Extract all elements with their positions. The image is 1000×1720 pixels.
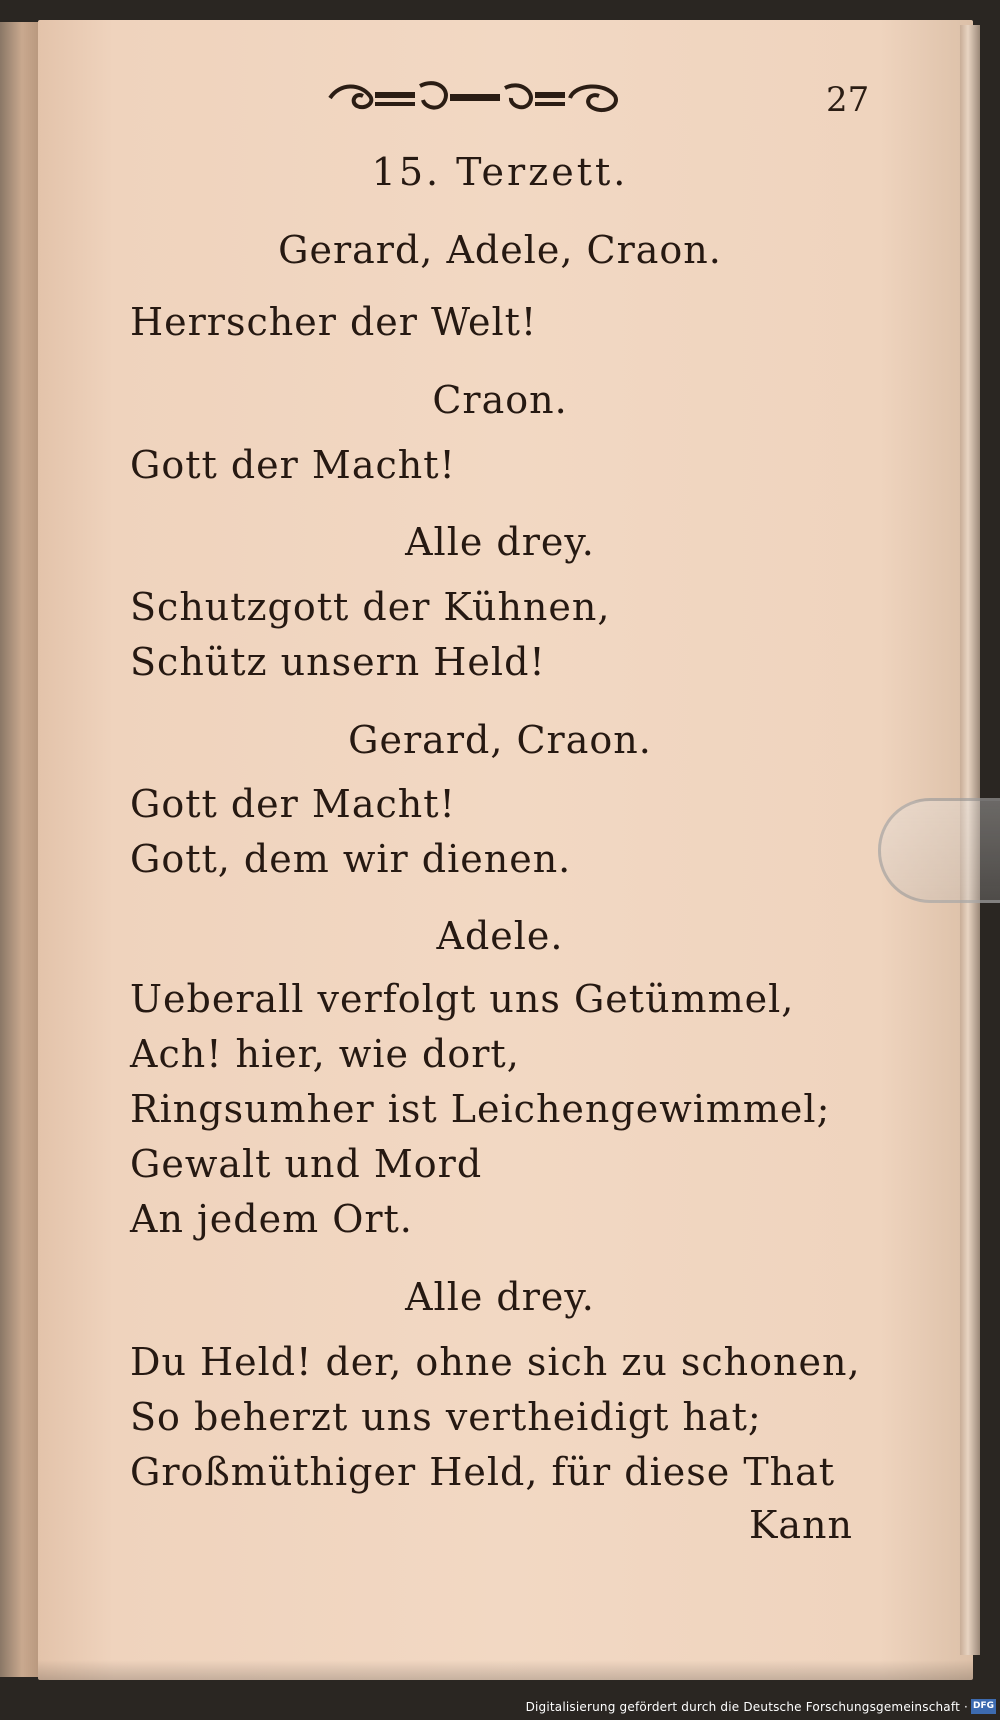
speaker-label: Alle drey. bbox=[405, 1275, 595, 1319]
verse-line: Du Held! der, ohne sich zu schonen, bbox=[130, 1340, 861, 1384]
page-shadow bbox=[38, 1660, 973, 1680]
page-clip-icon bbox=[878, 798, 1000, 903]
decorative-headpiece-icon bbox=[325, 78, 625, 118]
verse-line: Schütz unsern Held! bbox=[130, 640, 546, 684]
verse-line: Gewalt und Mord bbox=[130, 1142, 483, 1186]
verse-line: An jedem Ort. bbox=[130, 1197, 413, 1241]
dfg-logo-icon: DFG bbox=[971, 1699, 996, 1714]
verse-line: Gott der Macht! bbox=[130, 443, 456, 487]
verse-line: Ringsumher ist Leichengewimmel; bbox=[130, 1087, 831, 1131]
speaker-label: Craon. bbox=[432, 378, 568, 422]
catchword: Kann bbox=[749, 1503, 853, 1547]
verse-line: Herrscher der Welt! bbox=[130, 300, 538, 344]
verse-line: Gott, dem wir dienen. bbox=[130, 837, 572, 881]
speaker-label: Gerard, Craon. bbox=[348, 718, 652, 762]
speaker-label: Alle drey. bbox=[405, 520, 595, 564]
funding-credit: Digitalisierung gefördert durch die Deutsche Forschungsgemeinschaft · bbox=[525, 1700, 968, 1714]
speaker-label: Gerard, Adele, Craon. bbox=[278, 228, 722, 272]
section-heading: 15. Terzett. bbox=[371, 150, 629, 194]
speaker-label: Adele. bbox=[436, 914, 564, 958]
verse-line: Schutzgott der Kühnen, bbox=[130, 585, 611, 629]
verse-line: Gott der Macht! bbox=[130, 782, 456, 826]
page-number: 27 bbox=[826, 80, 870, 120]
verse-line: So beherzt uns vertheidigt hat; bbox=[130, 1395, 762, 1439]
verse-line: Großmüthiger Held, für diese That bbox=[130, 1450, 836, 1494]
verse-line: Ueberall verfolgt uns Getümmel, bbox=[130, 977, 795, 1021]
verse-line: Ach! hier, wie dort, bbox=[130, 1032, 520, 1076]
